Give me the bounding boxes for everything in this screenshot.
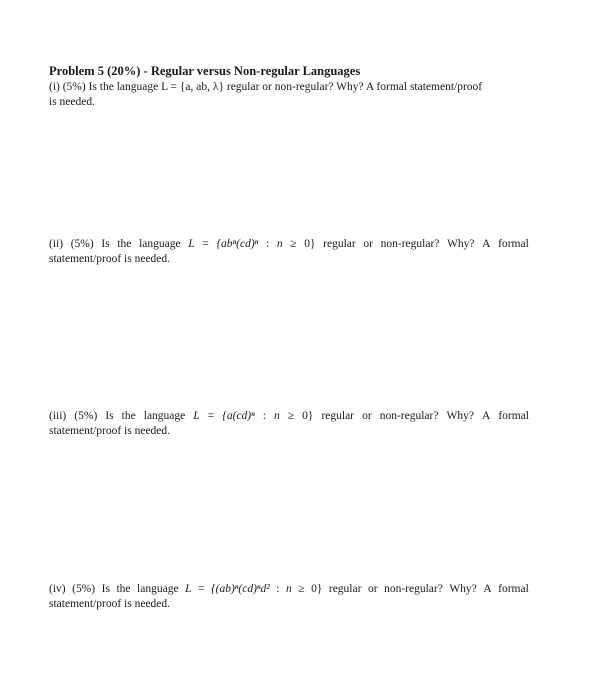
math-word: L: [188, 238, 195, 250]
part-ii-line-2: statement/proof is needed.: [49, 253, 171, 265]
part-i: [49, 80, 529, 110]
word: language: [137, 583, 179, 595]
word: Why?: [447, 238, 475, 250]
word: regular: [321, 410, 355, 422]
word: A: [481, 410, 491, 422]
word: Why?: [446, 410, 474, 422]
word: language: [143, 410, 186, 422]
word: ≥: [298, 583, 305, 595]
part-iv-line-2: statement/proof is needed.: [49, 598, 171, 610]
word: (5%): [72, 583, 96, 595]
math-word: n: [274, 410, 280, 422]
word: :: [265, 238, 270, 250]
part-iv-line-1: [49, 582, 529, 597]
word: =: [198, 583, 205, 595]
word: ≥: [290, 238, 297, 250]
word: or: [362, 410, 372, 422]
part-iii: [49, 409, 529, 439]
word: language: [139, 238, 181, 250]
word: regular: [328, 583, 362, 595]
math-word: L: [185, 583, 192, 595]
math-word: L: [193, 410, 200, 422]
math-word: n: [276, 238, 283, 250]
word: non-regular?: [379, 410, 439, 422]
word: 0}: [311, 583, 323, 595]
word: or: [367, 583, 378, 595]
word: ≥: [287, 410, 295, 422]
word: non-regular?: [380, 238, 440, 250]
math-word: {a(cd)ⁿ: [222, 410, 255, 422]
word: =: [202, 238, 209, 250]
word: formal: [498, 238, 529, 250]
word: formal: [498, 583, 529, 595]
part-ii-line-1: [49, 237, 529, 252]
word: :: [262, 410, 266, 422]
word: non-regular?: [384, 583, 443, 595]
word: :: [276, 583, 280, 595]
word: formal: [498, 410, 529, 422]
word: Is: [101, 583, 110, 595]
word: (iii): [49, 410, 67, 422]
word: A: [483, 583, 492, 595]
math-word: {abⁿ(cd)ⁿ: [216, 238, 259, 250]
word: Is: [101, 238, 110, 250]
word: (5%): [70, 238, 94, 250]
word: 0}: [304, 238, 316, 250]
part-ii: [49, 237, 529, 267]
word: the: [116, 583, 131, 595]
word: or: [363, 238, 373, 250]
word: the: [121, 410, 136, 422]
part-i-line-2: is needed.: [49, 96, 95, 108]
word: Why?: [449, 583, 477, 595]
word: =: [207, 410, 215, 422]
part-iii-line-2: statement/proof is needed.: [49, 425, 171, 437]
word: A: [482, 238, 491, 250]
part-iii-line-1: [49, 409, 529, 424]
word: (iv): [49, 583, 66, 595]
math-word: {(ab)ⁿ(cd)ⁿd²: [211, 583, 270, 595]
part-i-line-1: (i) (5%) Is the language L = {a, ab, λ} regular or non-regular? Why? A formal statement/proof: [49, 81, 483, 93]
problem-title: Problem 5 (20%) - Regular versus Non-regular Languages: [49, 64, 361, 78]
word: 0}: [302, 410, 314, 422]
part-iv: [49, 582, 529, 612]
word: the: [117, 238, 132, 250]
math-word: n: [285, 583, 292, 595]
word: (5%): [74, 410, 98, 422]
word: regular: [323, 238, 356, 250]
word: (ii): [49, 238, 64, 250]
word: Is: [105, 410, 114, 422]
